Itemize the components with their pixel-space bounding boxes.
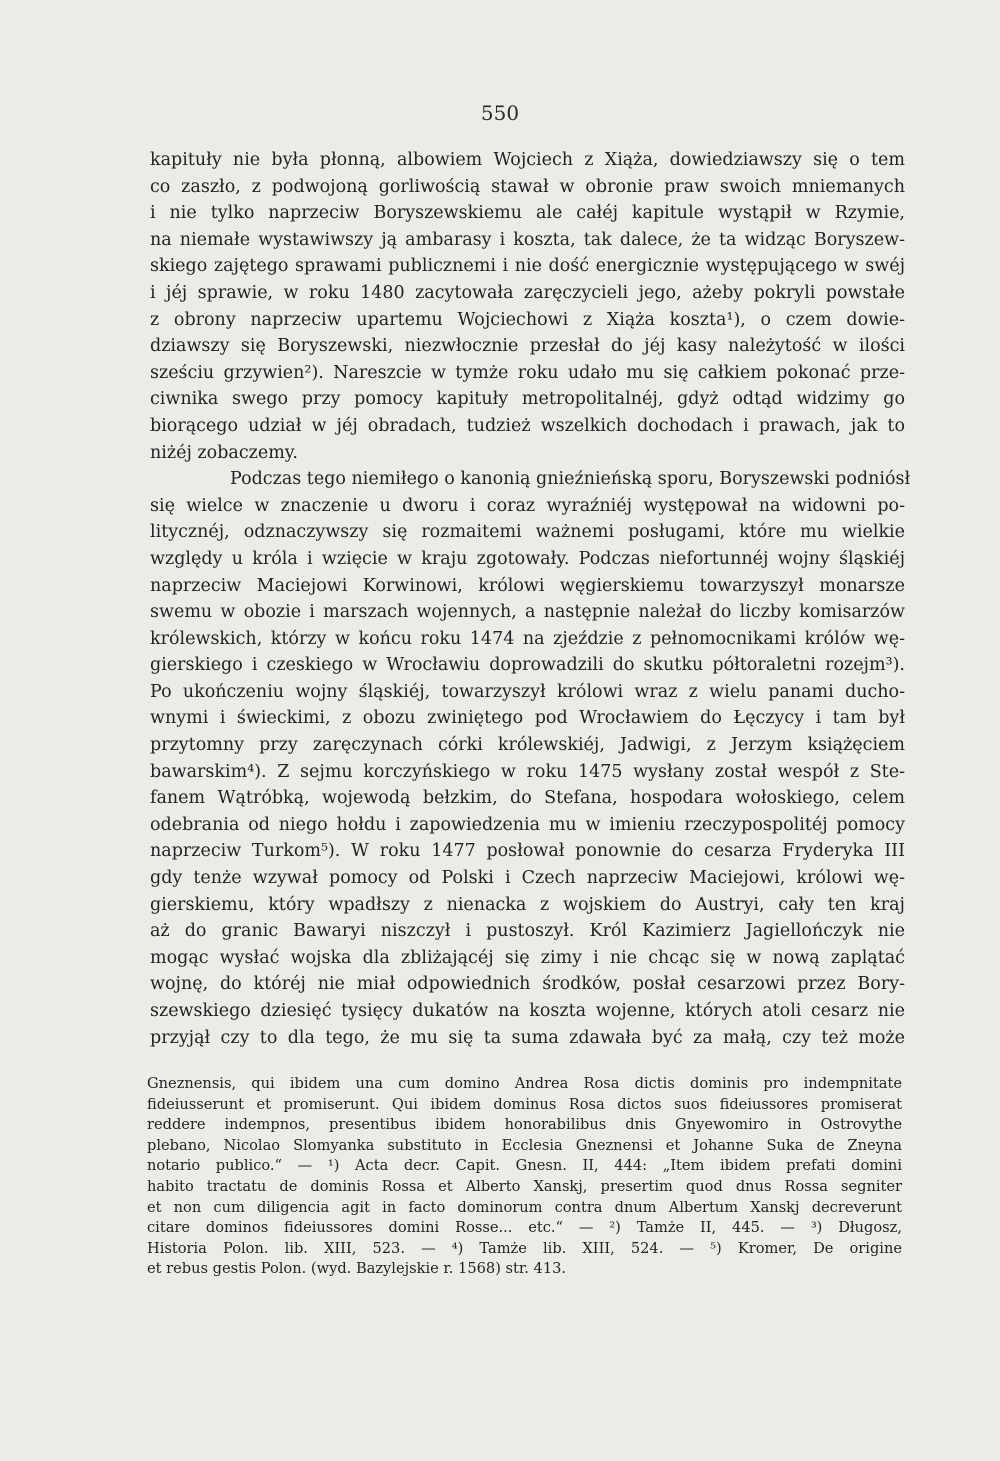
footnote-line: citare dominos fideiussores domini Rosse... etc.“ — ²) Tamże II, 445. — ³) Długosz, [147,1219,902,1237]
text-line: się wielce w znaczenie u dworu i coraz wyraźniéj występował na widowni po- [150,495,905,516]
text-line: Podczas tego niemiłego o kanonią gnieźnieńską sporu, Boryszewski podniósł [230,469,911,490]
text-line: bawarskim⁴). Z sejmu korczyńskiego w roku 1475 wysłany został wespół z Ste- [150,761,905,782]
text-line: litycznéj, odznaczywszy się rozmaitemi ważnemi posługami, które mu wielkie [150,522,905,543]
text-line: mogąc wysłać wojska dla zbliżającéj się zimy i nie chcąc się w nową zaplątać [150,947,905,968]
text-line: z obrony naprzeciw upartemu Wojciechowi z Xiąża koszta¹), o czem dowie- [150,309,905,330]
text-line: wojnę, do któréj nie miał odpowiednich środków, posłał cesarzowi przez Bory- [150,974,905,995]
text-line: fanem Wątróbką, wojewodą bełzkim, do Stefana, hospodara wołoskiego, celem [150,788,905,809]
text-line: przyjął czy to dla tego, że mu się ta suma zdawała być za małą, czy też może [150,1027,905,1048]
footnote-line: habito tractatu de dominis Rossa et Alberto Xanskj, presertim quod dnus Rossa segniter [147,1177,902,1195]
text-line: gierskiemu, który wpadłszy z nienacka z wojskiem do Austryi, cały ten kraj [150,894,905,915]
text-line: wnymi i świeckimi, z obozu zwiniętego pod Wrocławiem do Łęczycy i tam był [150,708,905,729]
text-line: i jéj sprawie, w roku 1480 zacytowała zaręczycieli jego, ażeby pokryli powstałe [150,282,905,303]
text-line: kapituły nie była płonną, albowiem Wojciech z Xiąża, dowiedziawszy się o tem [150,150,905,170]
text-line: naprzeciw Maciejowi Korwinowi, królowi węgierskiemu towarzyszył monarsze [150,575,905,596]
footnote-line: Historia Polon. lib. XIII, 523. — ⁴) Tamże lib. XIII, 524. — ⁵) Kromer, De origine [147,1239,902,1257]
text-line: odebrania od niego hołdu i zapowiedzenia mu w imieniu rzeczypospolitéj pomocy [150,814,905,835]
text-line: biorącego udział w jéj obradach, tudzież wszelkich dochodach i prawach, jak to [150,415,905,436]
text-line: Po ukończeniu wojny śląskiéj, towarzyszył królowi wraz z wielu panami ducho- [150,681,905,702]
footnote-line: et non cum diligencia agit in facto dominorum contra dnum Albertum Xanskj decreverunt [147,1198,902,1216]
text-line: co zaszło, z podwojoną gorliwością stawał w obronie praw swoich mniemanych [150,176,905,197]
text-line: naprzeciw Turkom⁵). W roku 1477 posłował ponownie do cesarza Fryderyka III [150,841,905,862]
text-line: na niemałe wystawiwszy ją ambarasy i koszta, tak dalece, że ta widząc Boryszew- [150,229,905,250]
text-line: niżéj zobaczemy. [150,442,298,463]
text-line: sześciu grzywien²). Nareszcie w tymże roku udało mu się całkiem pokonać prze- [150,362,905,383]
footnote-line: reddere indempnos, presentibus ibidem honorabilibus dnis Gnyewomiro in Ostrovythe [147,1116,902,1134]
footnote-line: notario publico.“ — ¹) Acta decr. Capit. Gnesn. II, 444: „Item ibidem prefati domini [147,1157,902,1175]
text-line: przytomny przy zaręczynach córki królewskiéj, Jadwigi, z Jerzym książęciem [150,735,905,756]
text-line: gdy tenże wzywał pomocy od Polski i Czech naprzeciw Maciejowi, królowi wę- [150,868,905,889]
text-line: szewskiego dziesięć tysięcy dukatów na koszta wojenne, których atoli cesarz nie [150,1001,905,1021]
text-line: ciwnika swego przy pomocy kapituły metropolitalnéj, gdyż odtąd widzimy go [150,389,905,410]
footnote-line: fideiusserunt et promiserunt. Qui ibidem dominus Rosa dictos suos fideiussores promiserat [147,1095,902,1113]
footnote-line: plebano, Nicolao Slomyanka substituto in Ecclesia Gneznensi et Johanne Suka de Zneyna [147,1136,902,1154]
footnotes [147,1074,902,1280]
text-line: swemu w obozie i marszach wojennych, a następnie należał do liczby komisarzów [150,602,905,623]
text-line: skiego zajętego sprawami publicznemi i nie dość energicznie występującego w swéj [150,256,905,277]
footnote-line: Gneznensis, qui ibidem una cum domino Andrea Rosa dictis dominis pro indempnitate [147,1075,902,1092]
text-line: dziawszy się Boryszewski, niezwłocznie przesłał do jéj kasy należytość w ilości [150,336,905,357]
text-line: względy u króla i wzięcie w kraju zgotowały. Podczas niefortunnéj wojny śląskiéj [150,548,905,569]
main-text [150,147,911,1051]
text-line: aż do granic Bawaryi niszczył i pustoszył. Król Kazimierz Jagiellończyk nie [150,921,905,942]
text-line: gierskiego i czeskiego w Wrocławiu doprowadzili do skutku półtoraletni rozejm³). [150,655,905,676]
text-line: i nie tylko naprzeciw Boryszewskiemu ale całéj kapitule wystąpił w Rzymie, [150,203,905,224]
page-number: 550 [480,101,520,125]
footnote-line: et rebus gestis Polon. (wyd. Bazylejskie r. 1568) str. 413. [147,1260,567,1278]
text-line: królewskich, którzy w końcu roku 1474 na zjeździe z pełnomocnikami królów wę- [150,628,905,649]
